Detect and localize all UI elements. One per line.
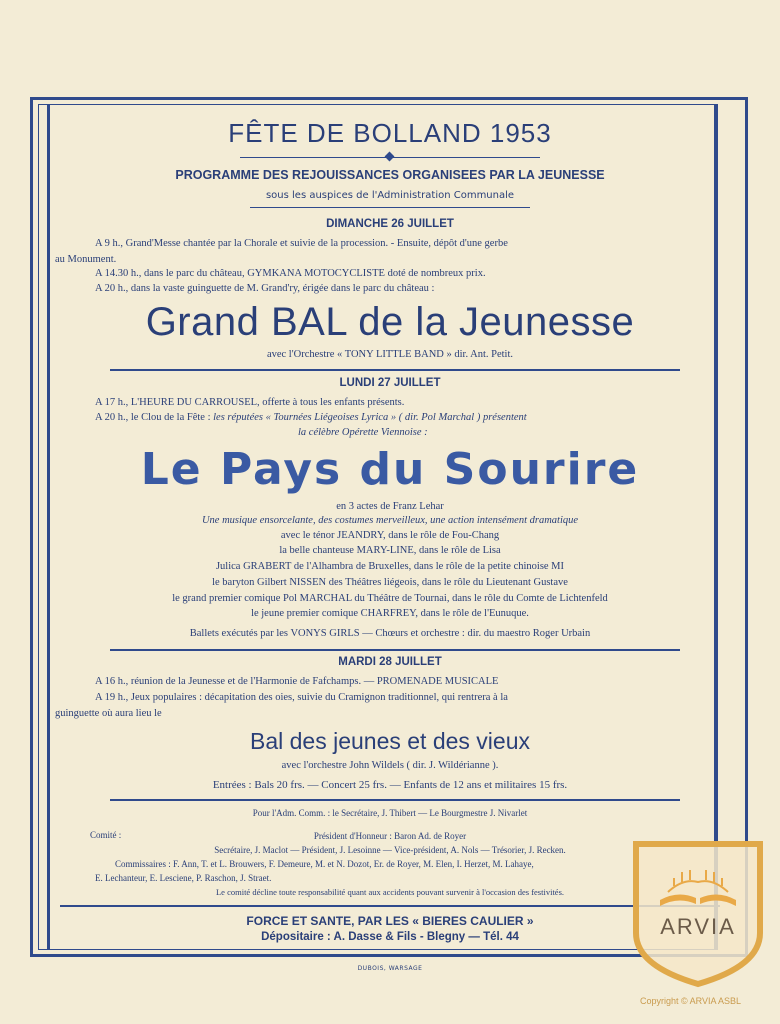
arvia-shield-logo	[628, 838, 768, 988]
commissaires-line: Commissaires : F. Ann, T. et L. Brouwers, F. Demeure, M. et N. Dozot, Er. de Royer, M. Elen, I. Herzet, M. Lahaye,	[115, 859, 534, 869]
officers-line: Secrétaire, J. Maclot — Président, J. Lesoinne — Vice-président, A. Nols — Trésorier, J. Recken.	[214, 845, 566, 855]
pays-du-sourire-heading: Le Pays du Sourire	[140, 444, 640, 495]
arvia-logo-text: ARVIA	[660, 914, 736, 939]
cast-line: la belle chanteuse MARY-LINE, dans le rôle de Lisa	[279, 545, 501, 556]
president-line: Président d'Honneur : Baron Ad. de Royer	[313, 831, 467, 841]
day1-line3: A 20 h., dans la vaste guinguette de M. Grand'ry, érigée dans le parc du château :	[95, 283, 435, 294]
day3-line2b: guinguette où aura lieu le	[55, 708, 162, 719]
disclaimer-line: Le comité décline toute responsabilité quant aux accidents pouvant survenir à l'occasion des festivités.	[215, 887, 565, 897]
cast-line: le grand premier comique Pol MARCHAL du Théâtre de Tournai, dans le rôle du Comte de Lichtenfeld	[172, 593, 608, 604]
right-double-line	[714, 104, 717, 950]
inner-frame	[38, 104, 718, 950]
day3-orchestra: avec l'orchestre John Wildels ( dir. J. Wildérianne ).	[281, 760, 499, 771]
day1-line2: A 14.30 h., dans le parc du château, GYMKANA MOTOCYCLISTE doté de nombreux prix.	[95, 268, 486, 279]
commissaires-line2: E. Lechanteur, E. Lesciene, P. Raschon, J. Straet.	[95, 873, 272, 883]
copyright-notice: Copyright © ARVIA ASBL	[640, 996, 742, 1006]
day2-line2: A 20 h., le Clou de la Fête : les réputées « Tournées Liégeoises Lyrica » ( dir. Pol Marchal ) présentent	[95, 412, 527, 423]
day3-line2: A 19 h., Jeux populaires : décapitation des oies, suivie du Cramignon traditionnel, qui rentrera à la	[95, 692, 508, 703]
ballets-line: Ballets exécutés par les VONYS GIRLS — Chœurs et orchestre : dir. du maestro Roger Urbain	[189, 628, 591, 639]
cast-line: avec le ténor JEANDRY, dans le rôle de Fou-Chang	[280, 530, 500, 541]
day3-line1: A 16 h., réunion de la Jeunesse et de l'Harmonie de Fafchamps. — PROMENADE MUSICALE	[95, 676, 499, 687]
printer-credit: DUBOIS, WARSAGE	[357, 965, 423, 972]
day1-orchestra: avec l'Orchestre « TONY LITTLE BAND » dir. Ant. Petit.	[266, 349, 514, 360]
left-double-line	[47, 104, 50, 950]
day2-line1: A 17 h., L'HEURE DU CARROUSEL, offerte à tous les enfants présents.	[95, 397, 405, 408]
grand-bal-heading: Grand BAL de la Jeunesse	[145, 300, 635, 344]
day2-heading: LUNDI 27 JUILLET	[339, 377, 441, 389]
day2-description: Une musique ensorcelante, des costumes merveilleux, une action intensément dramatique	[201, 515, 579, 526]
cast-line: le jeune premier comique CHARFREY, dans le rôle de l'Eunuque.	[251, 608, 529, 619]
cast-line: Julica GRABERT de l'Alhambra de Bruxelles, dans le rôle de la petite chinoise MI	[215, 561, 565, 572]
prices-line: Entrées : Bals 20 frs. — Concert 25 frs. — Enfants de 12 ans et militaires 15 frs.	[212, 779, 568, 791]
day1-heading: DIMANCHE 26 JUILLET	[326, 218, 454, 230]
section-divider	[110, 369, 680, 371]
comite-label: Comité :	[90, 830, 122, 840]
section-divider	[110, 649, 680, 651]
section-divider	[110, 799, 680, 801]
cast-line: le baryton Gilbert NISSEN des Théâtres liégeois, dans le rôle du Lieutenant Gustave	[212, 577, 568, 588]
footer-slogan: FORCE ET SANTE, PAR LES « BIERES CAULIER »	[246, 914, 534, 928]
day1-line1: A 9 h., Grand'Messe chantée par la Chorale et suivie de la procession. - Ensuite, dépôt d'une gerbe	[95, 238, 508, 249]
day2-acts: en 3 actes de Franz Lehar	[336, 501, 444, 512]
footer-divider	[60, 905, 720, 907]
divider	[250, 207, 530, 208]
auspices-line: sous les auspices de l'Administration Communale	[265, 190, 515, 201]
programme-line: PROGRAMME DES REJOUISSANCES ORGANISEES PAR LA JEUNESSE	[175, 168, 605, 182]
admin-line: Pour l'Adm. Comm. : le Secrétaire, J. Thibert — Le Bourgmestre J. Nivarlet	[252, 808, 528, 818]
bal-jeunes-heading: Bal des jeunes et des vieux	[249, 728, 530, 754]
footer-depositaire: Dépositaire : A. Dasse & Fils - Blegny — Tél. 44	[261, 931, 519, 943]
day1-line1b: au Monument.	[55, 254, 117, 265]
poster-title: FÊTE DE BOLLAND 1953	[228, 118, 552, 148]
day3-heading: MARDI 28 JUILLET	[338, 656, 442, 668]
day2-line3: la célèbre Opérette Viennoise :	[298, 427, 428, 438]
